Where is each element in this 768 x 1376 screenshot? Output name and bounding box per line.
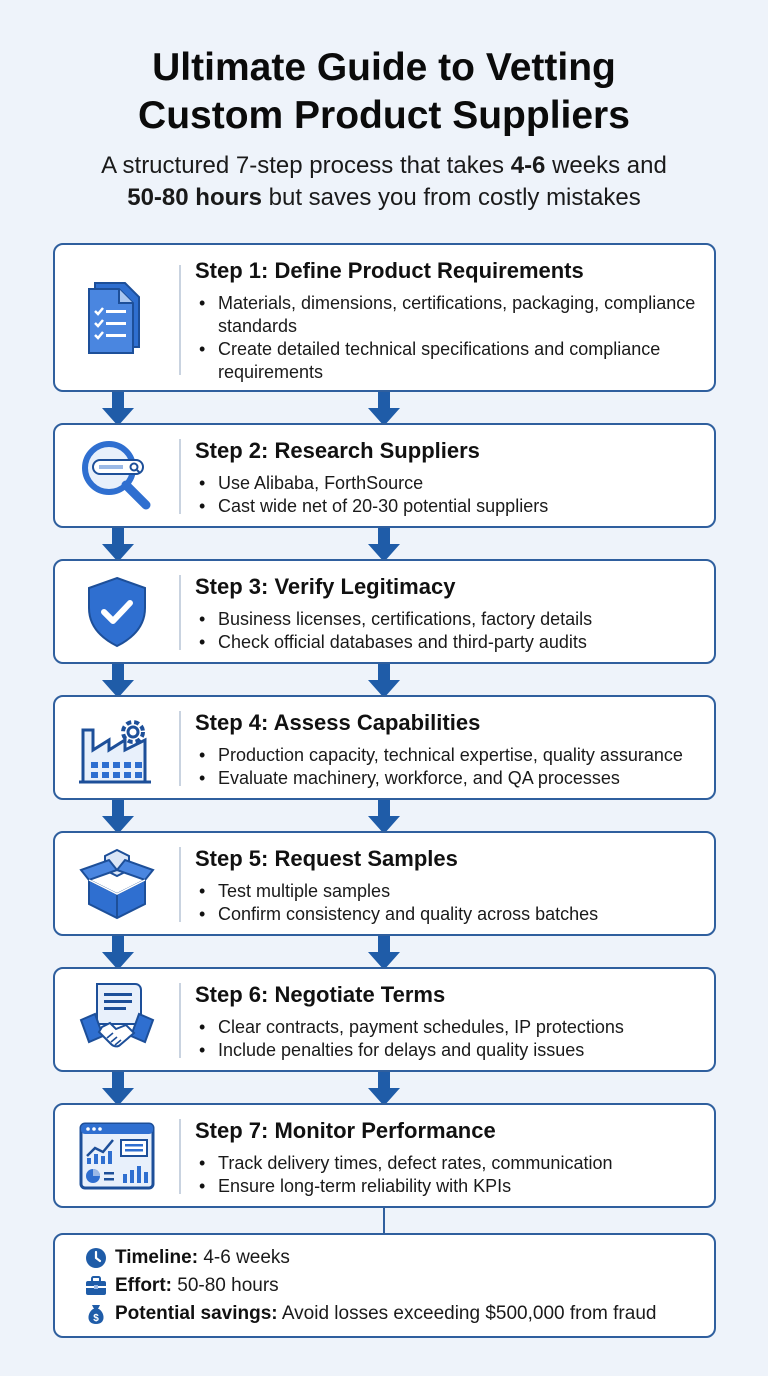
step-divider bbox=[179, 265, 181, 375]
subtitle-weeks: 4-6 bbox=[510, 152, 546, 179]
step-card-2 bbox=[53, 423, 716, 528]
step-card-6 bbox=[53, 967, 716, 1072]
page-title-line-1: Ultimate Guide to Vetting bbox=[152, 46, 616, 89]
step-bullet: • Include penalties for delays and quality issues bbox=[195, 1039, 720, 1062]
subtitle-text: A structured 7-step process that takes bbox=[101, 152, 511, 179]
step-bullet: • Clear contracts, payment schedules, IP protections bbox=[195, 1016, 720, 1039]
savings-value: Avoid losses exceeding $500,000 from fraud bbox=[277, 1303, 657, 1324]
step-bullet: • Confirm consistency and quality across batches bbox=[195, 903, 720, 926]
dashboard-chart-icon bbox=[77, 1116, 157, 1196]
step-bullet: • Track delivery times, defect rates, communication bbox=[195, 1152, 720, 1175]
summary-box bbox=[53, 1233, 716, 1338]
subtitle-text: but saves you from costly mistakes bbox=[261, 184, 641, 211]
step-title: Step 1: Define Product Requirements bbox=[195, 258, 584, 283]
clock-icon bbox=[85, 1247, 107, 1269]
step-bullet: • Ensure long-term reliability with KPIs bbox=[195, 1175, 720, 1198]
step-bullet: • Evaluate machinery, workforce, and QA processes bbox=[195, 767, 735, 790]
timeline-value: 4-6 weeks bbox=[198, 1247, 290, 1268]
step-bullets bbox=[195, 880, 720, 926]
step-title: Step 5: Request Samples bbox=[195, 846, 458, 871]
step-bullets bbox=[195, 1016, 720, 1062]
step-bullets bbox=[195, 472, 720, 518]
step-divider bbox=[179, 1119, 181, 1194]
step-card-4 bbox=[53, 695, 716, 800]
step-bullets bbox=[195, 292, 720, 384]
step-divider bbox=[179, 847, 181, 922]
step-bullet: • Create detailed technical specifications and compliance requirements bbox=[195, 338, 720, 384]
step-bullet: • Production capacity, technical expertise, quality assurance bbox=[195, 744, 735, 767]
step-bullet: • Test multiple samples bbox=[195, 880, 720, 903]
page-title bbox=[0, 44, 768, 140]
magnifier-search-icon bbox=[77, 436, 157, 516]
step-divider bbox=[179, 711, 181, 786]
page-title-line-2: Custom Product Suppliers bbox=[138, 94, 630, 137]
step-card-7 bbox=[53, 1103, 716, 1208]
checklist-document-icon bbox=[77, 277, 157, 357]
effort-label: Effort: bbox=[115, 1275, 172, 1296]
step-title: Step 7: Monitor Performance bbox=[195, 1118, 496, 1143]
subtitle-hours: 50-80 hours bbox=[127, 184, 262, 211]
handshake-contract-icon bbox=[77, 980, 157, 1060]
step-card-5 bbox=[53, 831, 716, 936]
step-bullets bbox=[195, 1152, 720, 1198]
step-title: Step 2: Research Suppliers bbox=[195, 438, 480, 463]
effort-value: 50-80 hours bbox=[171, 1275, 279, 1296]
step-bullets bbox=[195, 608, 720, 654]
page-subtitle bbox=[0, 150, 768, 214]
step-bullet: • Business licenses, certifications, factory details bbox=[195, 608, 720, 631]
summary-connector-line bbox=[383, 1208, 385, 1234]
step-divider bbox=[179, 439, 181, 514]
step-bullet: • Cast wide net of 20-30 potential suppliers bbox=[195, 495, 720, 518]
step-card-1 bbox=[53, 243, 716, 392]
step-divider bbox=[179, 575, 181, 650]
money-bag-icon bbox=[85, 1303, 107, 1325]
step-bullet: • Check official databases and third-party audits bbox=[195, 631, 720, 654]
savings-label: Potential savings: bbox=[115, 1303, 278, 1324]
factory-gear-icon bbox=[77, 708, 157, 788]
step-divider bbox=[179, 983, 181, 1058]
step-bullet: • Use Alibaba, ForthSource bbox=[195, 472, 720, 495]
timeline-label: Timeline: bbox=[115, 1247, 199, 1268]
open-box-icon bbox=[77, 844, 157, 924]
svg-text:$: $ bbox=[93, 1313, 99, 1324]
step-title: Step 3: Verify Legitimacy bbox=[195, 574, 456, 599]
briefcase-icon bbox=[85, 1275, 107, 1297]
step-bullets bbox=[195, 744, 735, 790]
shield-check-icon bbox=[77, 572, 157, 652]
step-title: Step 4: Assess Capabilities bbox=[195, 710, 481, 735]
step-card-3 bbox=[53, 559, 716, 664]
subtitle-text: weeks and bbox=[545, 152, 667, 179]
step-bullet: • Materials, dimensions, certifications, packaging, compliance standards bbox=[195, 292, 720, 338]
step-title: Step 6: Negotiate Terms bbox=[195, 982, 446, 1007]
